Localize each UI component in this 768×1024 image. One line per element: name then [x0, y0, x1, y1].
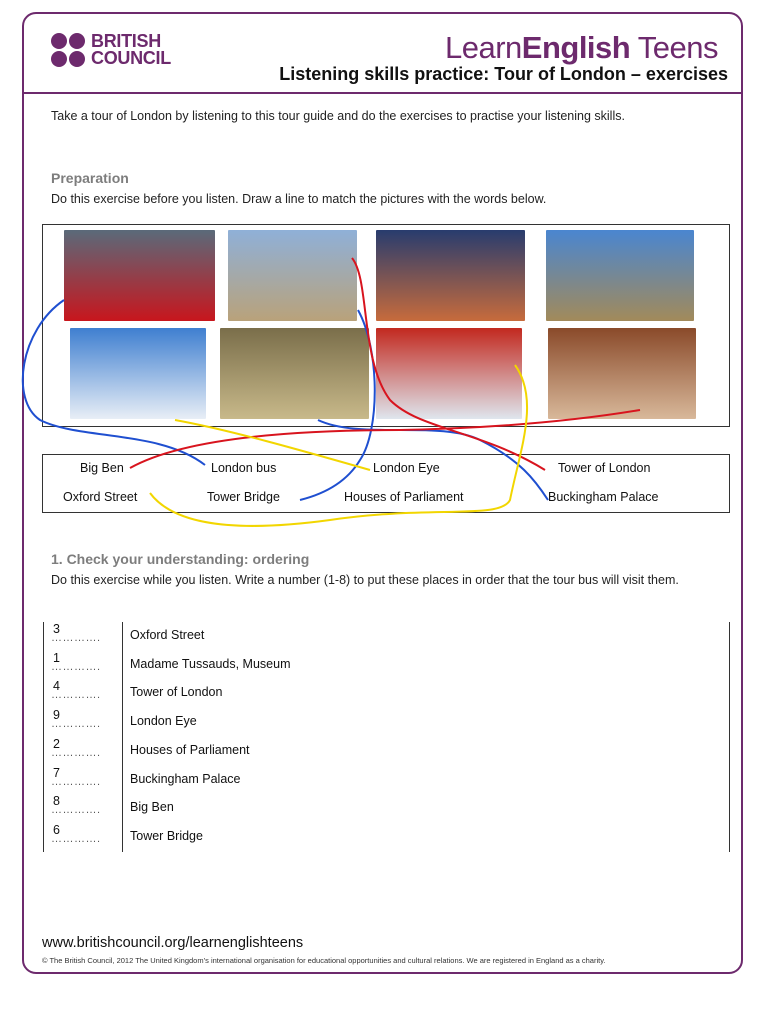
answer-dots: ………….	[51, 718, 101, 731]
footer-copyright: © The British Council, 2012 The United Kingdom’s international organisation for educational opportunities and cultural relations. We are registered in England as a charity.	[42, 956, 606, 965]
tower-of-london-picture	[228, 230, 357, 321]
brand-english: English	[521, 30, 631, 65]
place-name: Houses of Parliament	[130, 742, 250, 757]
table-row	[43, 679, 731, 708]
place-name: London Eye	[130, 714, 197, 729]
houses-of-parliament-picture	[546, 230, 694, 321]
place-name: Tower Bridge	[130, 828, 203, 843]
word-big-ben: Big Ben	[80, 461, 124, 475]
table-row	[43, 651, 731, 680]
place-name: Oxford Street	[130, 628, 205, 642]
logo-line-1: BRITISH	[91, 31, 161, 51]
answer-dots: ………….	[51, 689, 101, 702]
order-number[interactable]: 1	[53, 650, 60, 665]
table-row	[43, 737, 731, 766]
table-row	[43, 708, 731, 737]
ordering-table	[43, 622, 731, 852]
answer-dots: ………….	[51, 804, 101, 817]
man-reading-picture	[376, 328, 522, 419]
answer-dots: ………….	[51, 775, 101, 788]
word-box	[42, 454, 730, 513]
big-ben-picture	[548, 328, 696, 419]
logo-line-2: COUNCIL	[91, 48, 171, 68]
answer-dots: ………….	[51, 832, 101, 845]
table-row	[43, 622, 731, 651]
place-name: Big Ben	[130, 800, 174, 815]
order-number[interactable]: 8	[53, 794, 60, 809]
word-oxford-street: Oxford Street	[63, 490, 138, 504]
table-row	[43, 766, 731, 795]
word-buckingham-palace: Buckingham Palace	[548, 490, 659, 504]
word-tower-of-london: Tower of London	[558, 461, 651, 475]
order-number[interactable]: 2	[53, 736, 60, 751]
table-row	[43, 794, 731, 823]
header-divider	[24, 92, 741, 94]
order-number[interactable]: 9	[53, 708, 60, 723]
order-number[interactable]: 7	[53, 765, 60, 780]
preparation-instruction: Do this exercise before you listen. Draw a line to match the pictures with the words below.	[51, 192, 547, 206]
intro-text: Take a tour of London by listening to this tour guide and do the exercises to practise your listening skills.	[51, 109, 625, 123]
word-houses-of-parliament: Houses of Parliament	[344, 490, 464, 504]
london-eye-picture	[70, 328, 206, 419]
buckingham-palace-picture	[220, 328, 369, 419]
preparation-heading: Preparation	[51, 170, 129, 186]
british-council-logo	[51, 33, 171, 67]
word-london-bus: London bus	[211, 461, 277, 475]
picture-box	[42, 224, 730, 427]
order-number[interactable]: 3	[53, 622, 60, 636]
place-name: Tower of London	[130, 685, 223, 700]
place-name: Madame Tussauds, Museum	[130, 656, 291, 671]
order-number[interactable]: 4	[53, 679, 60, 694]
answer-dots: ………….	[51, 746, 101, 759]
answer-dots: ………….	[51, 660, 101, 673]
order-number[interactable]: 6	[53, 822, 60, 837]
ordering-heading: 1. Check your understanding: ordering	[51, 551, 310, 567]
table-row	[43, 823, 731, 852]
ordering-instruction: Do this exercise while you listen. Write a number (1-8) to put these places in order that the tour bus will visit them.	[51, 573, 679, 587]
learnenglish-teens-logo	[445, 30, 718, 66]
london-bus-picture	[64, 230, 215, 321]
place-name: Buckingham Palace	[130, 771, 241, 786]
footer-url[interactable]: www.britishcouncil.org/learnenglishteens	[42, 935, 304, 951]
brand-teens: Teens	[630, 30, 718, 65]
logo-dots-icon	[51, 33, 85, 67]
word-tower-bridge: Tower Bridge	[207, 490, 280, 504]
tower-bridge-picture	[376, 230, 525, 321]
brand-learn: Learn	[444, 30, 522, 65]
document-title: Listening skills practice: Tour of London – exercises	[279, 64, 728, 84]
word-london-eye: London Eye	[373, 461, 440, 475]
answer-dots: ………….	[51, 632, 101, 644]
